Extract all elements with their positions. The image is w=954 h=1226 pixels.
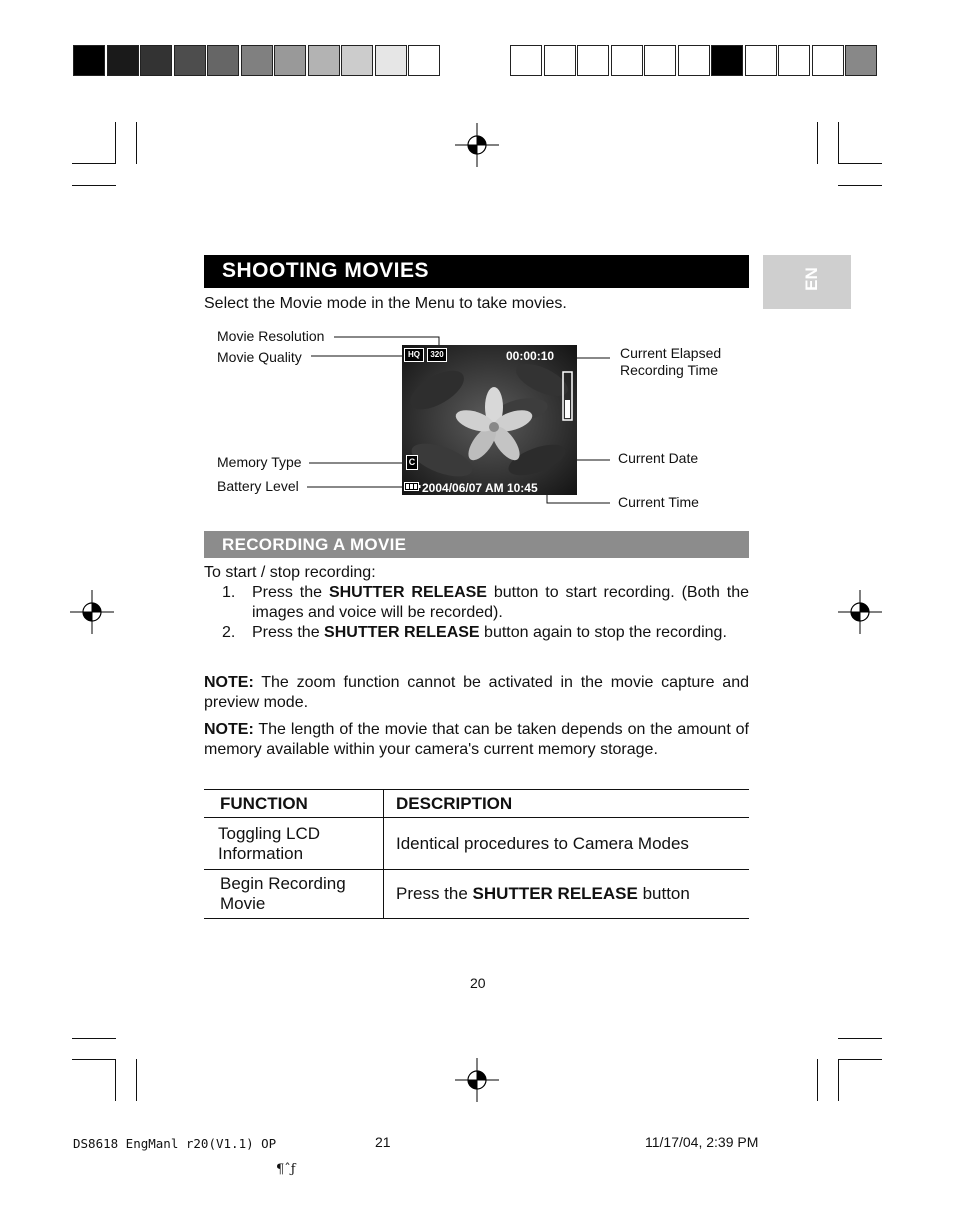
note-memory xyxy=(204,720,749,760)
datetime-readout: 2004/06/07 AM 10:45 xyxy=(422,481,538,495)
note-zoom xyxy=(204,673,749,713)
callout-elapsed-line2: Recording Time xyxy=(620,362,719,378)
movie-resolution-badge: 320 xyxy=(427,348,447,362)
step-bold: SHUTTER RELEASE xyxy=(328,584,487,601)
footer-sheet-number: 21 xyxy=(375,1134,391,1150)
footer-datetime: 11/17/04, 2:39 PM xyxy=(645,1134,759,1150)
callout-current-date: Current Date xyxy=(618,450,699,466)
table-header-row xyxy=(204,790,749,818)
footer-filename: DS8618 EngManl r20(V1.1) OP xyxy=(73,1136,277,1151)
flower-photo xyxy=(402,345,577,495)
callout-movie-resolution: Movie Resolution xyxy=(217,328,325,344)
table-header-function: FUNCTION xyxy=(204,790,384,818)
subsection-heading: RECORDING A MOVIE xyxy=(222,535,407,554)
cell-bold: SHUTTER RELEASE xyxy=(472,884,638,903)
note-label: NOTE: xyxy=(204,721,254,738)
callout-movie-quality: Movie Quality xyxy=(217,349,302,365)
step-2-text xyxy=(252,623,749,643)
cell-text: Identical procedures to Camera Modes xyxy=(396,833,689,853)
callout-memory-type: Memory Type xyxy=(217,454,302,470)
note-text: The length of the movie that can be taken depends on the amount of memory available within your camera's current memory storage. xyxy=(204,721,749,758)
section-intro: Select the Movie mode in the Menu to take movies. xyxy=(204,295,567,312)
table-row xyxy=(204,818,749,870)
step-number: 2. xyxy=(222,624,236,641)
lcd-preview xyxy=(402,345,577,495)
section-title: SHOOTING MOVIES xyxy=(222,259,430,282)
note-label: NOTE: xyxy=(204,674,254,691)
callout-elapsed-line1: Current Elapsed xyxy=(620,345,722,361)
recording-intro: To start / stop recording: xyxy=(204,564,376,581)
footer-glyphs: ¶ˆƒ xyxy=(276,1162,296,1177)
elapsed-time-readout: 00:00:10 xyxy=(506,349,555,363)
step-1-text xyxy=(252,583,749,623)
battery-icon xyxy=(404,482,421,491)
callout-battery-level: Battery Level xyxy=(217,478,299,494)
step-bold: SHUTTER RELEASE xyxy=(324,624,480,641)
movie-quality-badge: HQ xyxy=(404,348,424,362)
table-row xyxy=(204,870,749,919)
function-table xyxy=(204,789,749,919)
table-header-description: DESCRIPTION xyxy=(396,793,513,813)
step-text: Press the xyxy=(252,584,329,601)
cell-text: button xyxy=(637,884,690,903)
table-cell-function: Toggling LCD Information xyxy=(204,818,384,870)
step-text: Press the xyxy=(252,624,325,641)
page-number: 20 xyxy=(470,975,486,991)
cell-text: Press the xyxy=(396,884,473,903)
table-cell-description xyxy=(384,870,750,919)
note-text: The zoom function cannot be activated in the movie capture and preview mode. xyxy=(204,674,749,711)
table-cell-function: Begin Recording Movie xyxy=(204,870,384,919)
step-text: button again to stop the recording. xyxy=(479,624,727,641)
step-text: button to start recording. (Both the images and voice will be recorded). xyxy=(252,584,749,621)
language-tab-label: EN xyxy=(802,267,821,291)
table-cell-description xyxy=(384,818,750,870)
step-number: 1. xyxy=(222,584,236,601)
memory-card-badge: C xyxy=(406,455,418,470)
callout-current-time: Current Time xyxy=(618,494,699,510)
